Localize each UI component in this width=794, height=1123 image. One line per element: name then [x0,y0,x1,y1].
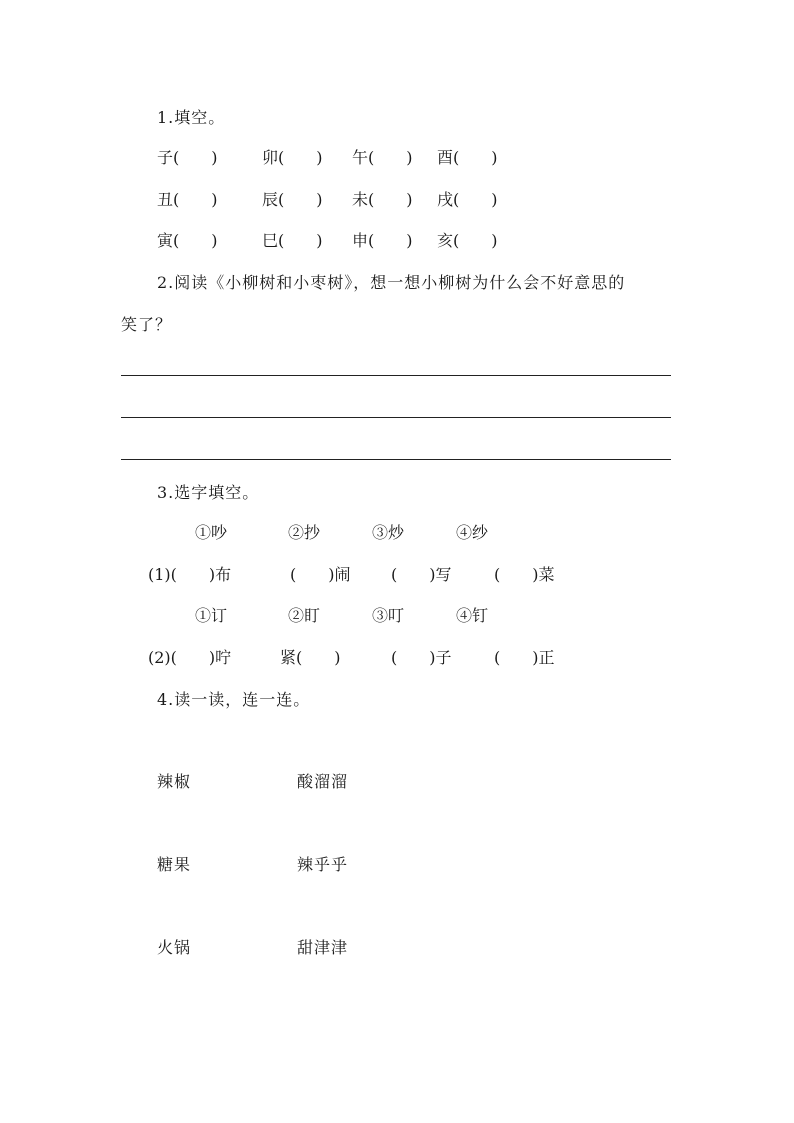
q3-option: ②盯 [288,606,321,625]
q1-blank[interactable]: 辰( ) [262,190,323,209]
q3-blank[interactable]: ( )子 [391,648,452,667]
answer-line[interactable] [121,459,671,460]
q1-blank[interactable]: 戌( ) [437,190,498,209]
q2-title-continuation: 笑了？ [121,315,173,334]
q3-blank[interactable]: ( )正 [494,648,555,667]
q3-option: ④钉 [456,606,489,625]
q3-blank[interactable]: ( )闹 [290,565,351,584]
q4-title: 4.读一读，连一连。 [157,690,311,709]
q4-left-word[interactable]: 糖果 [157,855,192,874]
q3-option: ②抄 [288,523,321,542]
q3-option: ④纱 [456,523,489,542]
q3-blank[interactable]: ( )写 [391,565,452,584]
q4-right-word[interactable]: 辣乎乎 [297,855,349,874]
answer-line[interactable] [121,375,671,376]
q3-blank[interactable]: (1)( )布 [148,565,232,584]
q3-option: ③炒 [372,523,405,542]
q3-option: ③叮 [372,606,405,625]
q3-blank[interactable]: (2)( )咛 [148,648,232,667]
q1-blank[interactable]: 寅( ) [157,231,218,250]
q1-title: 1.填空。 [157,108,226,127]
q4-right-word[interactable]: 酸溜溜 [297,772,349,791]
q3-blank[interactable]: ( )菜 [494,565,555,584]
q3-option: ①订 [195,606,228,625]
q1-blank[interactable]: 未( ) [352,190,413,209]
q1-blank[interactable]: 子( ) [157,148,218,167]
q1-blank[interactable]: 午( ) [352,148,413,167]
q1-blank[interactable]: 巳( ) [262,231,323,250]
q2-title: 2.阅读《小柳树和小枣树》，想一想小柳树为什么会不好意思的 [157,273,626,292]
q3-title: 3.选字填空。 [157,483,260,502]
q4-left-word[interactable]: 辣椒 [157,772,192,791]
q4-right-word[interactable]: 甜津津 [297,938,349,957]
q1-blank[interactable]: 亥( ) [437,231,498,250]
q4-left-word[interactable]: 火锅 [157,938,192,957]
q3-blank[interactable]: 紧( ) [280,648,341,667]
answer-line[interactable] [121,417,671,418]
q3-option: ①吵 [195,523,228,542]
q1-blank[interactable]: 丑( ) [157,190,218,209]
q1-blank[interactable]: 申( ) [352,231,413,250]
q1-blank[interactable]: 卯( ) [262,148,323,167]
q1-blank[interactable]: 酉( ) [437,148,498,167]
